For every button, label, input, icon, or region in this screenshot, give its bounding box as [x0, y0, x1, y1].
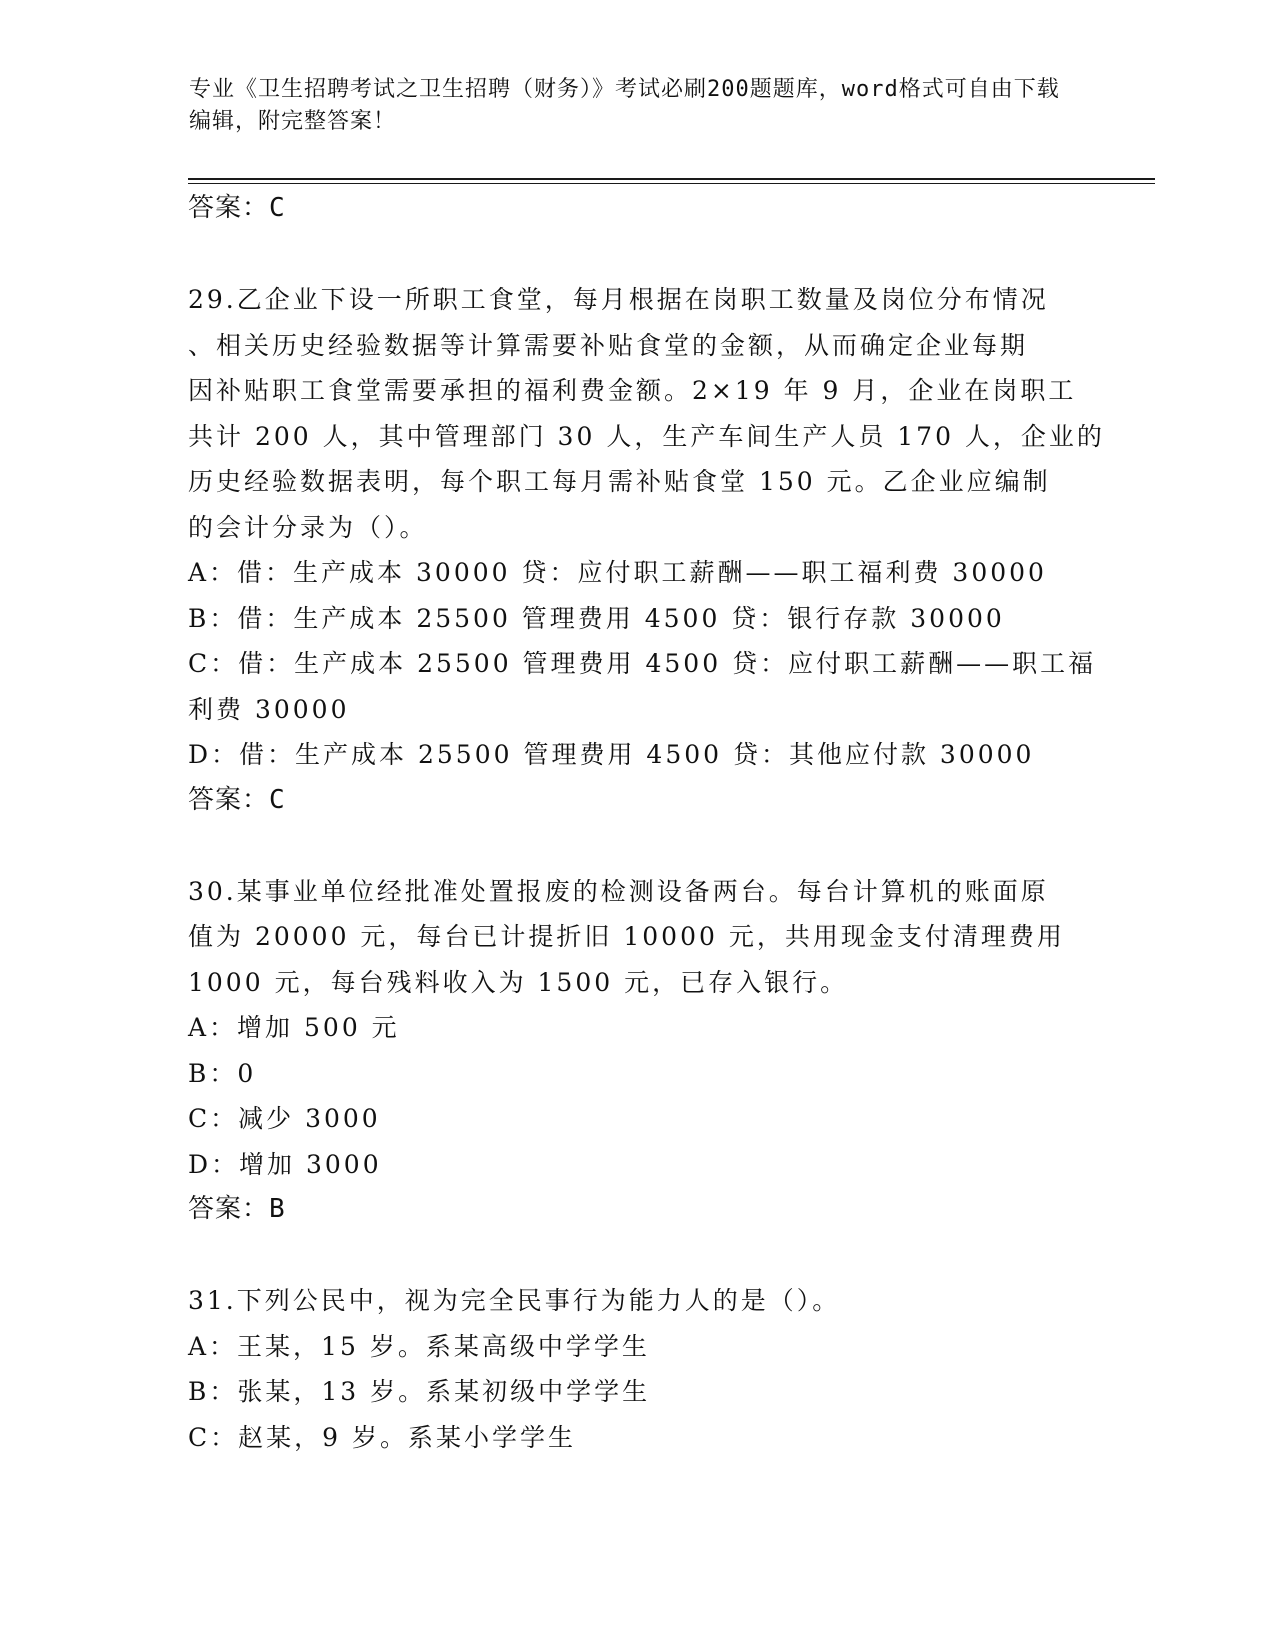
question-29: [188, 277, 1105, 823]
option-d: D：借：生产成本 25500 管理费用 4500 贷：其他应付款 30000: [188, 740, 1035, 769]
answer-30: 答案：B: [188, 1194, 286, 1224]
header-divider-thin: [188, 183, 1155, 184]
option-b: B：借：生产成本 25500 管理费用 4500 贷：银行存款 30000: [188, 603, 1005, 633]
page-header-title: 专业《卫生招聘考试之卫生招聘（财务）》考试必刷200题题库，word格式可自由下载编辑，附完整答案！: [189, 77, 1060, 134]
spacer: [188, 823, 1088, 869]
question-stem-line: 31.下列公民中，视为完全民事行为能力人的是（）。: [188, 1286, 841, 1315]
header-divider-thick: [188, 178, 1155, 180]
question-30: [188, 869, 1088, 1233]
option-c: C：赵某，9 岁。系某小学学生: [188, 1422, 576, 1452]
option-a: A：王某，15 岁。系某高级中学学生: [188, 1331, 650, 1361]
document-body: [188, 186, 1105, 1460]
question-stem-line: 历史经验数据表明，每个职工每月需补贴食堂 150 元。乙企业应编制: [188, 467, 1051, 496]
spacer: [188, 232, 1088, 278]
option-b: B：张某，13 岁。系某初级中学学生: [188, 1377, 651, 1406]
option-c: C：减少 3000: [188, 1104, 381, 1133]
question-stem-line: 29.乙企业下设一所职工食堂，每月根据在岗职工数量及岗位分布情况: [188, 285, 1049, 314]
question-stem-line: 1000 元，每台残料收入为 1500 元，已存入银行。: [188, 967, 849, 997]
answer-29: 答案：C: [188, 784, 286, 815]
previous-answer: 答案：C: [188, 193, 286, 223]
option-a: A：借：生产成本 30000 贷：应付职工薪酬——职工福利费 30000: [188, 558, 1047, 587]
option-d: D：增加 3000: [188, 1149, 382, 1179]
question-stem-line: 、相关历史经验数据等计算需要补贴食堂的金额，从而确定企业每期: [188, 330, 1029, 360]
question-stem-line: 值为 20000 元，每台已计提折旧 10000 元，共用现金支付清理费用: [188, 922, 1065, 951]
question-stem-line: 的会计分录为（）。: [188, 512, 428, 542]
option-b: B：0: [188, 1058, 257, 1088]
spacer: [188, 1233, 1088, 1279]
question-stem-line: 因补贴职工食堂需要承担的福利费金额。2×19 年 9 月，企业在岗职工: [188, 376, 1077, 405]
question-31: [188, 1278, 1088, 1460]
option-a: A：增加 500 元: [188, 1013, 400, 1042]
question-stem-line: 共计 200 人，其中管理部门 30 人，生产车间生产人员 170 人，企业的: [188, 421, 1105, 451]
question-stem-line: 30.某事业单位经批准处置报废的检测设备两台。每台计算机的账面原: [188, 876, 1049, 906]
option-c-continued: 利费 30000: [188, 694, 350, 724]
option-c: C：借：生产成本 25500 管理费用 4500 贷：应付职工薪酬——职工福: [188, 649, 1097, 678]
